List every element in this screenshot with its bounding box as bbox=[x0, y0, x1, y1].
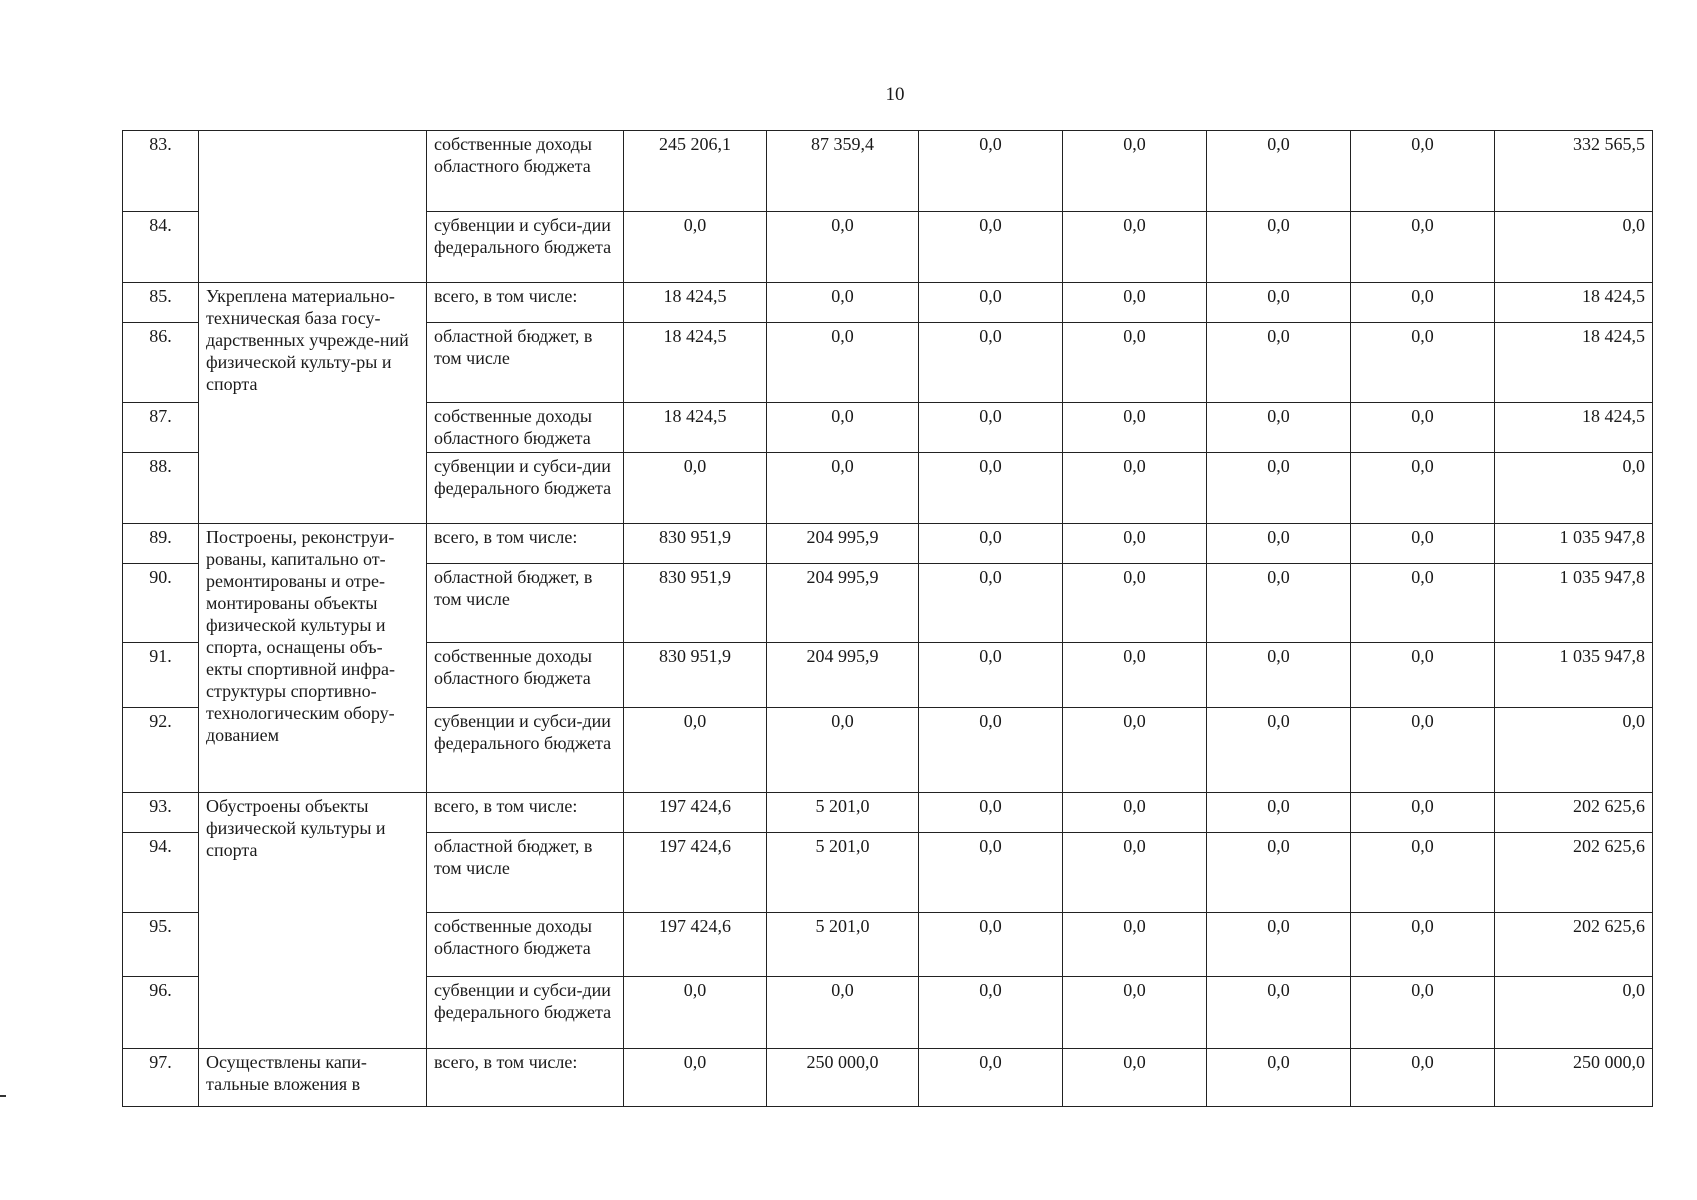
table-row bbox=[123, 131, 1653, 212]
amount-cell: 250 000,0 bbox=[767, 1049, 919, 1107]
amount-cell: 197 424,6 bbox=[624, 793, 767, 833]
amount-cell: 0,0 bbox=[1351, 524, 1495, 564]
amount-cell: 0,0 bbox=[1351, 564, 1495, 643]
total-cell: 0,0 bbox=[1495, 453, 1653, 524]
amount-cell: 0,0 bbox=[919, 564, 1063, 643]
amount-cell: 0,0 bbox=[1207, 913, 1351, 977]
total-cell: 1 035 947,8 bbox=[1495, 524, 1653, 564]
amount-cell: 0,0 bbox=[1351, 708, 1495, 793]
amount-cell: 0,0 bbox=[767, 403, 919, 453]
row-number: 84. bbox=[123, 212, 199, 283]
total-cell: 18 424,5 bbox=[1495, 323, 1653, 403]
row-number: 92. bbox=[123, 708, 199, 793]
description-cell: Обустроены объекты физической культуры и спорта bbox=[199, 793, 427, 1049]
amount-cell: 0,0 bbox=[624, 1049, 767, 1107]
amount-cell: 0,0 bbox=[1063, 283, 1207, 323]
amount-cell: 0,0 bbox=[1207, 323, 1351, 403]
row-number: 93. bbox=[123, 793, 199, 833]
funding-source: собственные доходы областного бюджета bbox=[427, 913, 624, 977]
amount-cell: 0,0 bbox=[767, 708, 919, 793]
funding-source: всего, в том числе: bbox=[427, 524, 624, 564]
funding-source: субвенции и субси-дии федерального бюджета bbox=[427, 977, 624, 1049]
amount-cell: 0,0 bbox=[1063, 793, 1207, 833]
funding-source: собственные доходы областного бюджета bbox=[427, 403, 624, 453]
amount-cell: 0,0 bbox=[1351, 131, 1495, 212]
row-number: 91. bbox=[123, 643, 199, 708]
table-row bbox=[123, 524, 1653, 564]
amount-cell: 0,0 bbox=[1063, 977, 1207, 1049]
amount-cell: 0,0 bbox=[1063, 453, 1207, 524]
amount-cell: 0,0 bbox=[919, 643, 1063, 708]
amount-cell: 0,0 bbox=[1207, 453, 1351, 524]
amount-cell: 197 424,6 bbox=[624, 833, 767, 913]
funding-source: субвенции и субси-дии федерального бюджета bbox=[427, 708, 624, 793]
row-number: 83. bbox=[123, 131, 199, 212]
amount-cell: 0,0 bbox=[1207, 833, 1351, 913]
amount-cell: 204 995,9 bbox=[767, 564, 919, 643]
description-cell-empty bbox=[199, 131, 427, 283]
row-number: 88. bbox=[123, 453, 199, 524]
funding-source: областной бюджет, в том числе bbox=[427, 323, 624, 403]
amount-cell: 0,0 bbox=[1063, 913, 1207, 977]
row-number: 89. bbox=[123, 524, 199, 564]
funding-source: областной бюджет, в том числе bbox=[427, 564, 624, 643]
amount-cell: 18 424,5 bbox=[624, 323, 767, 403]
amount-cell: 0,0 bbox=[919, 323, 1063, 403]
amount-cell: 0,0 bbox=[1207, 643, 1351, 708]
funding-source: всего, в том числе: bbox=[427, 793, 624, 833]
amount-cell: 0,0 bbox=[919, 283, 1063, 323]
amount-cell: 0,0 bbox=[767, 323, 919, 403]
amount-cell: 0,0 bbox=[1063, 403, 1207, 453]
amount-cell: 0,0 bbox=[1351, 283, 1495, 323]
amount-cell: 0,0 bbox=[1207, 524, 1351, 564]
amount-cell: 0,0 bbox=[1351, 323, 1495, 403]
funding-source: всего, в том числе: bbox=[427, 1049, 624, 1107]
amount-cell: 0,0 bbox=[919, 524, 1063, 564]
funding-source: всего, в том числе: bbox=[427, 283, 624, 323]
amount-cell: 0,0 bbox=[919, 212, 1063, 283]
total-cell: 1 035 947,8 bbox=[1495, 564, 1653, 643]
funding-source: собственные доходы областного бюджета bbox=[427, 643, 624, 708]
amount-cell: 0,0 bbox=[1063, 564, 1207, 643]
amount-cell: 0,0 bbox=[767, 283, 919, 323]
description-cell: Укреплена материально-техническая база госу-дарственных учрежде-ний физической культу-ры и спорта bbox=[199, 283, 427, 524]
amount-cell: 0,0 bbox=[624, 708, 767, 793]
amount-cell: 5 201,0 bbox=[767, 793, 919, 833]
total-cell: 0,0 bbox=[1495, 212, 1653, 283]
amount-cell: 0,0 bbox=[624, 212, 767, 283]
amount-cell: 0,0 bbox=[919, 453, 1063, 524]
total-cell: 1 035 947,8 bbox=[1495, 643, 1653, 708]
amount-cell: 0,0 bbox=[1351, 913, 1495, 977]
amount-cell: 0,0 bbox=[919, 793, 1063, 833]
total-cell: 0,0 bbox=[1495, 977, 1653, 1049]
amount-cell: 0,0 bbox=[624, 453, 767, 524]
row-number: 87. bbox=[123, 403, 199, 453]
amount-cell: 0,0 bbox=[919, 913, 1063, 977]
amount-cell: 0,0 bbox=[1351, 453, 1495, 524]
row-number: 85. bbox=[123, 283, 199, 323]
total-cell: 332 565,5 bbox=[1495, 131, 1653, 212]
amount-cell: 0,0 bbox=[919, 977, 1063, 1049]
row-number: 96. bbox=[123, 977, 199, 1049]
amount-cell: 0,0 bbox=[1063, 323, 1207, 403]
amount-cell: 18 424,5 bbox=[624, 283, 767, 323]
row-number: 94. bbox=[123, 833, 199, 913]
amount-cell: 0,0 bbox=[1207, 283, 1351, 323]
amount-cell: 197 424,6 bbox=[624, 913, 767, 977]
amount-cell: 830 951,9 bbox=[624, 524, 767, 564]
funding-source: областной бюджет, в том числе bbox=[427, 833, 624, 913]
amount-cell: 5 201,0 bbox=[767, 833, 919, 913]
amount-cell: 0,0 bbox=[1063, 131, 1207, 212]
amount-cell: 0,0 bbox=[919, 708, 1063, 793]
total-cell: 18 424,5 bbox=[1495, 403, 1653, 453]
amount-cell: 204 995,9 bbox=[767, 524, 919, 564]
amount-cell: 0,0 bbox=[1351, 793, 1495, 833]
amount-cell: 204 995,9 bbox=[767, 643, 919, 708]
total-cell: 202 625,6 bbox=[1495, 833, 1653, 913]
margin-mark bbox=[0, 1095, 6, 1097]
total-cell: 202 625,6 bbox=[1495, 793, 1653, 833]
total-cell: 250 000,0 bbox=[1495, 1049, 1653, 1107]
amount-cell: 0,0 bbox=[919, 403, 1063, 453]
amount-cell: 0,0 bbox=[1063, 1049, 1207, 1107]
row-number: 86. bbox=[123, 323, 199, 403]
amount-cell: 0,0 bbox=[1207, 564, 1351, 643]
amount-cell: 0,0 bbox=[624, 977, 767, 1049]
amount-cell: 0,0 bbox=[919, 131, 1063, 212]
funding-source: субвенции и субси-дии федерального бюджета bbox=[427, 453, 624, 524]
amount-cell: 5 201,0 bbox=[767, 913, 919, 977]
amount-cell: 0,0 bbox=[1063, 708, 1207, 793]
row-number: 90. bbox=[123, 564, 199, 643]
table-row bbox=[123, 1049, 1653, 1107]
description-cell: Осуществлены капи-тальные вложения в bbox=[199, 1049, 427, 1107]
amount-cell: 830 951,9 bbox=[624, 643, 767, 708]
amount-cell: 0,0 bbox=[1351, 833, 1495, 913]
amount-cell: 830 951,9 bbox=[624, 564, 767, 643]
amount-cell: 0,0 bbox=[919, 833, 1063, 913]
amount-cell: 0,0 bbox=[1351, 403, 1495, 453]
amount-cell: 0,0 bbox=[1063, 212, 1207, 283]
amount-cell: 0,0 bbox=[1207, 403, 1351, 453]
total-cell: 0,0 bbox=[1495, 708, 1653, 793]
amount-cell: 87 359,4 bbox=[767, 131, 919, 212]
amount-cell: 0,0 bbox=[1207, 131, 1351, 212]
total-cell: 18 424,5 bbox=[1495, 283, 1653, 323]
amount-cell: 0,0 bbox=[767, 212, 919, 283]
amount-cell: 0,0 bbox=[1351, 212, 1495, 283]
amount-cell: 0,0 bbox=[1207, 708, 1351, 793]
amount-cell: 0,0 bbox=[1063, 643, 1207, 708]
amount-cell: 0,0 bbox=[1351, 977, 1495, 1049]
row-number: 95. bbox=[123, 913, 199, 977]
table-row bbox=[123, 793, 1653, 833]
amount-cell: 18 424,5 bbox=[624, 403, 767, 453]
page-number: 10 bbox=[885, 84, 905, 105]
amount-cell: 0,0 bbox=[1207, 212, 1351, 283]
amount-cell: 0,0 bbox=[1351, 643, 1495, 708]
table-row bbox=[123, 283, 1653, 323]
funding-source: собственные доходы областного бюджета bbox=[427, 131, 624, 212]
amount-cell: 245 206,1 bbox=[624, 131, 767, 212]
amount-cell: 0,0 bbox=[1207, 793, 1351, 833]
amount-cell: 0,0 bbox=[767, 977, 919, 1049]
amount-cell: 0,0 bbox=[1351, 1049, 1495, 1107]
amount-cell: 0,0 bbox=[1063, 524, 1207, 564]
funding-source: субвенции и субси-дии федерального бюджета bbox=[427, 212, 624, 283]
amount-cell: 0,0 bbox=[1207, 977, 1351, 1049]
description-cell: Построены, реконструи-рованы, капитально от-ремонтированы и отре-монтированы объекты физической культуры и спорта, оснащены объ-екты спортивной инфра-структуры спортивно-технологическим обору-дованием bbox=[199, 524, 427, 793]
amount-cell: 0,0 bbox=[1207, 1049, 1351, 1107]
row-number: 97. bbox=[123, 1049, 199, 1107]
amount-cell: 0,0 bbox=[919, 1049, 1063, 1107]
amount-cell: 0,0 bbox=[767, 453, 919, 524]
amount-cell: 0,0 bbox=[1063, 833, 1207, 913]
total-cell: 202 625,6 bbox=[1495, 913, 1653, 977]
budget-table bbox=[122, 130, 1653, 1107]
